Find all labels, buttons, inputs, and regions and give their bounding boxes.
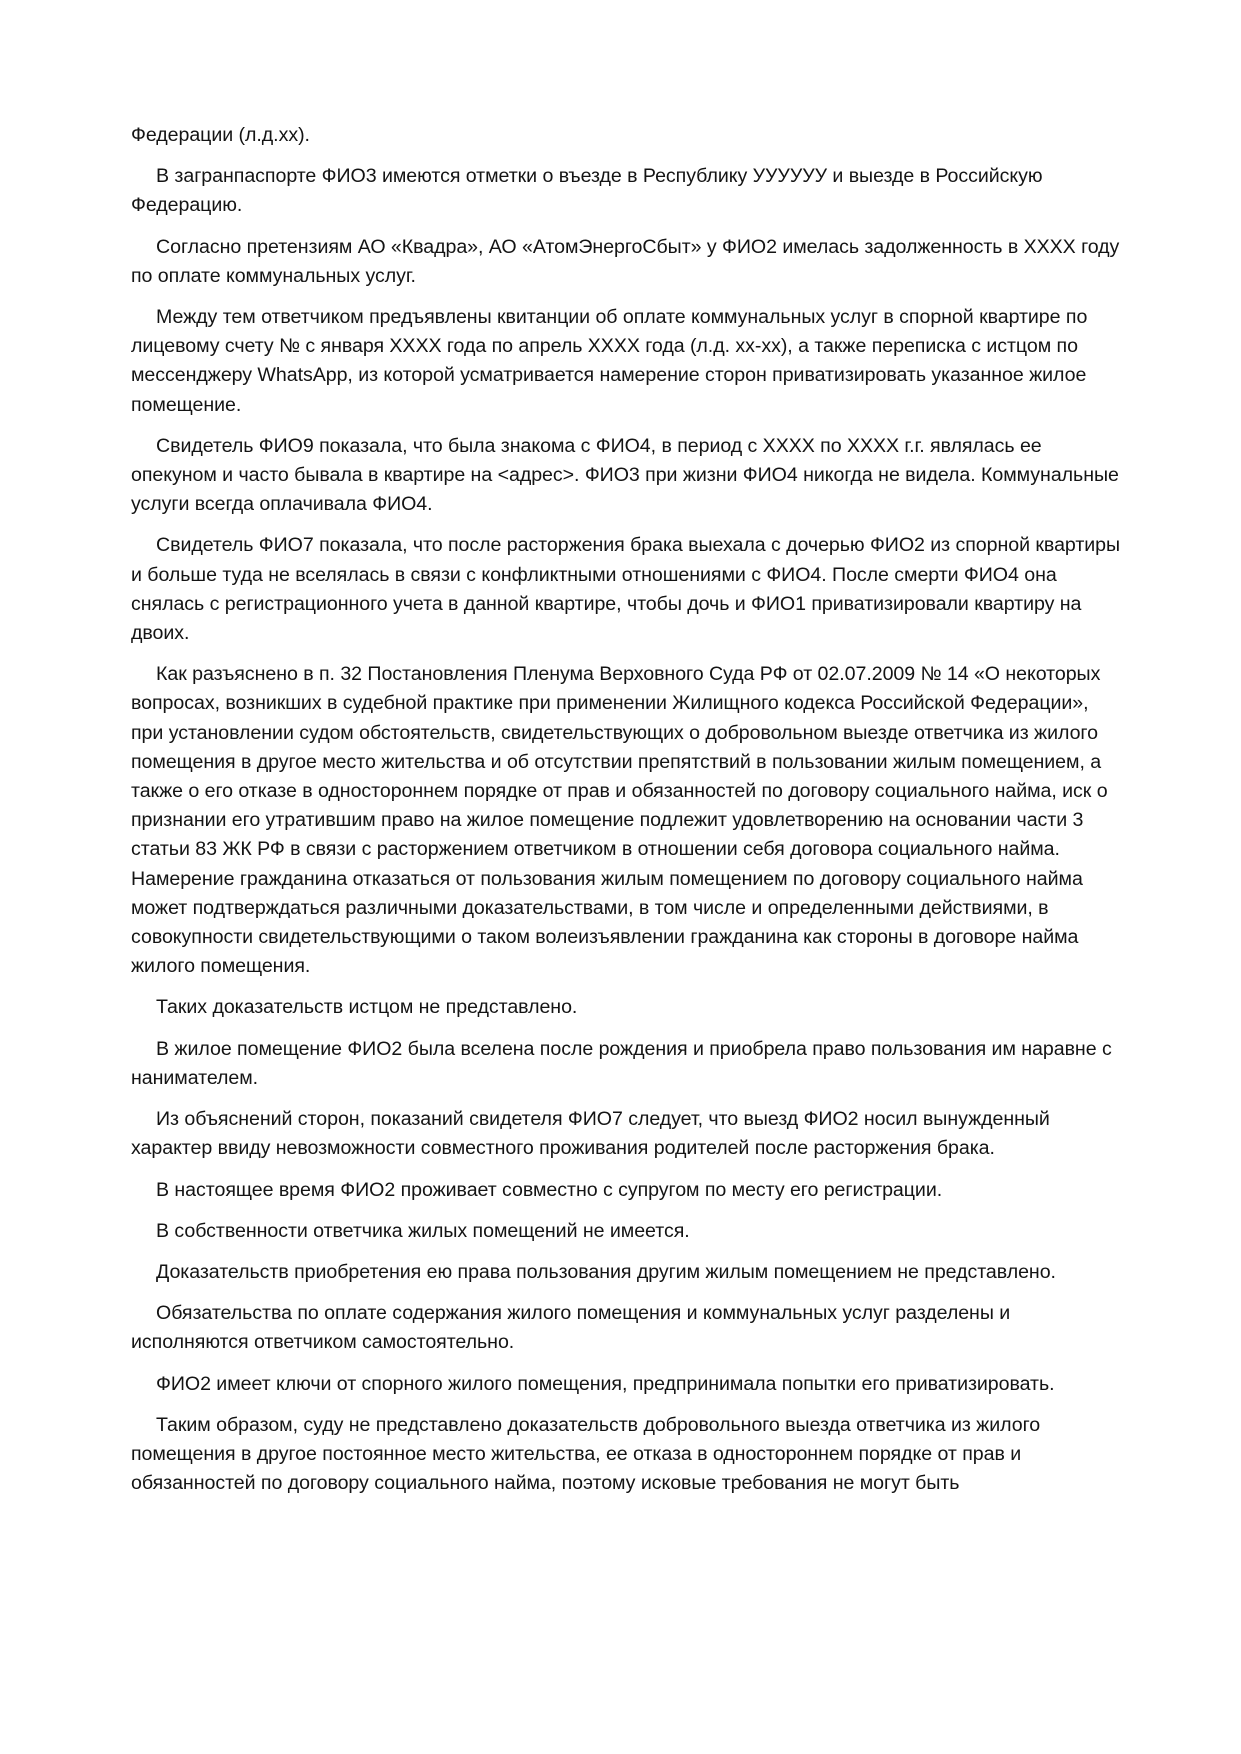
paragraph: Доказательств приобретения ею права пользования другим жилым помещением не представлено. [156,1260,1056,1283]
paragraph: Из объяснений сторон, показаний свидетеля ФИО7 следует, что выезд ФИО2 носил вынужденный характер ввиду невозможности совместного проживания родителей после расторжения брака. [131,1108,1050,1160]
paragraph: В жилое помещение ФИО2 была вселена после рождения и приобрела право пользования им наравне с нанимателем. [131,1037,1112,1089]
paragraph: Свидетель ФИО9 показала, что была знакома с ФИО4, в период с ХХХХ по ХХХХ г.г. являлась ее опекуном и часто бывала в квартире на <адрес>. ФИО3 при жизни ФИО4 никогда не видела. Коммунальные услуги всегда оплачивала ФИО4. [131,434,1119,516]
paragraph: Федерации (л.д.хх). [131,124,310,146]
paragraph: В загранпаспорте ФИО3 имеются отметки о въезде в Республику УУУУУУ и выезде в Российскую Федерацию. [131,165,1043,217]
paragraph: Таким образом, суду не представлено доказательств добровольного выезда ответчика из жилого помещения в другое постоянное место жительства, ее отказа в одностороннем порядке от прав и обязанностей по договору социального найма, поэтому исковые требования не могут быть [131,1413,1041,1495]
paragraph: Согласно претензиям АО «Квадра», АО «АтомЭнергоСбыт» у ФИО2 имелась задолженность в ХХХХ году по оплате коммунальных услуг. [131,235,1120,287]
paragraph: В настоящее время ФИО2 проживает совместно с супругом по месту его регистрации. [156,1178,943,1201]
paragraph: ФИО2 имеет ключи от спорного жилого помещения, предпринимала попытки его приватизировать. [156,1372,1055,1395]
paragraph: Таких доказательств истцом не представлено. [156,996,578,1019]
paragraph: Обязательства по оплате содержания жилого помещения и коммунальных услуг разделены и исполняются ответчиком самостоятельно. [131,1302,1011,1354]
document-body [131,121,1121,1510]
paragraph: Свидетель ФИО7 показала, что после расторжения брака выехала с дочерью ФИО2 из спорной квартиры и больше туда не вселялась в связи с конфликтными отношениями с ФИО4. После смерти ФИО4 она снялась с регистрационного учета в данной квартире, чтобы дочь и ФИО1 приватизировали квартиру на двоих. [131,534,1121,645]
paragraph: Между тем ответчиком предъявлены квитанции об оплате коммунальных услуг в спорной квартире по лицевому счету № с января ХХХХ года по апрель ХХХХ года (л.д. хх-хх), а также переписка с истцом по мессенджеру WhatsApp, из которой усматривается намерение сторон приватизировать указанное жилое помещение. [131,306,1088,416]
paragraph: В собственности ответчика жилых помещений не имеется. [156,1219,690,1242]
paragraph: Как разъяснено в п. 32 Постановления Пленума Верховного Суда РФ от 02.07.2009 № 14 «О некоторых вопросах, возникших в судебной практике при применении Жилищного кодекса Российской Федерации», при установлении судом обстоятельств, свидетельствующих о добровольном выезде ответчика из жилого помещения в другое место жительства и об отсутствии препятствий в пользовании жилым помещением, а также о его отказе в одностороннем порядке от прав и обязанностей по договору социального найма, иск о признании его утратившим право на жилое помещение подлежит удовлетворению на основании части 3 статьи 83 ЖК РФ в связи с расторжением ответчиком в отношении себя договора социального найма. Намерение гражданина отказаться от пользования жилым помещением по договору социального найма может подтверждаться различными доказательствами, в том числе и определенными действиями, в совокупности свидетельствующими о таком волеизъявлении гражданина как стороны в договоре найма жилого помещения. [131,663,1108,978]
